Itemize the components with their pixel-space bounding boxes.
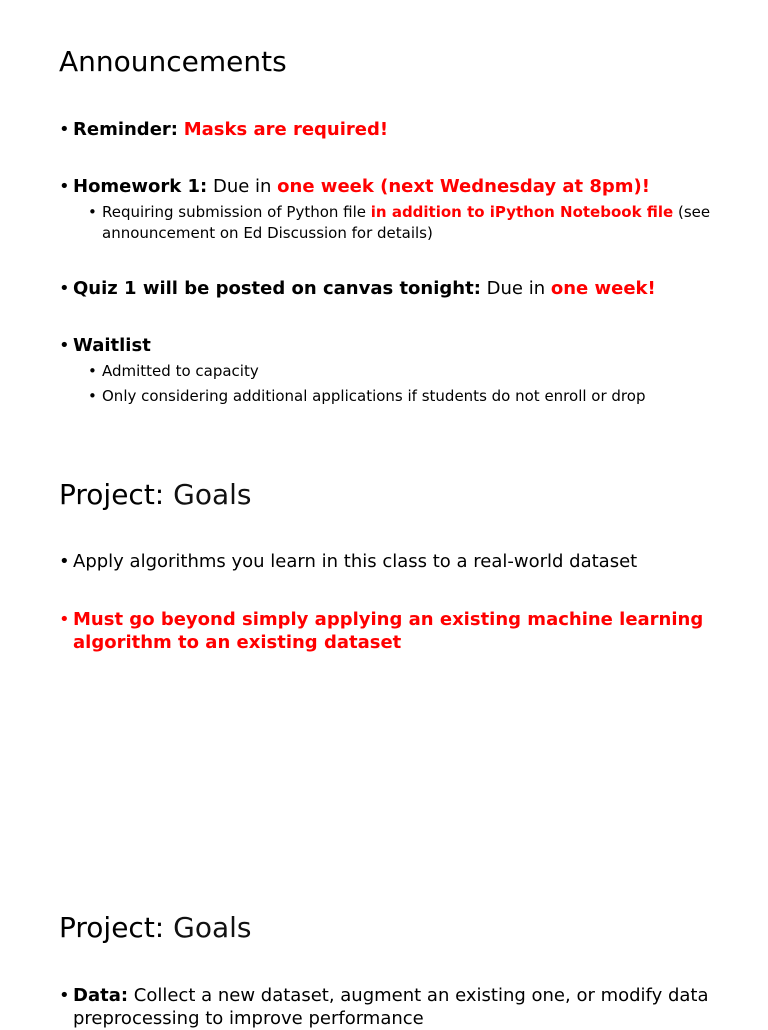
bullet-label: Homework 1:: [73, 176, 208, 197]
subbullet-text-end: (see: [673, 203, 711, 221]
title-light: Goals: [164, 911, 252, 944]
bullet-text: Due in: [480, 278, 551, 299]
title-bold: Project:: [59, 478, 165, 511]
subbullet-text: Admitted to capacity: [102, 362, 259, 380]
subbullet-text: Only considering additional applications if students do not enroll or drop: [102, 387, 646, 405]
page-title: [59, 911, 252, 944]
bullet-label: Waitlist: [73, 335, 151, 356]
bullet-highlight: one week (next Wednesday at 8pm)!: [277, 176, 650, 197]
bullet-text-line1: Must go beyond simply applying an existing machine learning: [73, 609, 704, 630]
title-text: Announcements: [59, 45, 287, 78]
bullet-dot: •: [59, 278, 70, 299]
bullet-label: Quiz 1 will be posted on canvas tonight:: [73, 278, 481, 299]
subbullet-dot: •: [88, 203, 97, 221]
bullet-label: Data:: [73, 985, 129, 1006]
bullet-dot: •: [59, 551, 70, 572]
bullet-highlight: one week!: [550, 278, 656, 299]
bullet-dot: •: [59, 985, 70, 1006]
bullet-text: Due in: [207, 176, 278, 197]
bullet-text: Collect a new dataset, augment an existing one, or modify data: [128, 985, 709, 1006]
subbullet-dot: •: [88, 387, 97, 405]
bullet-label: Reminder:: [73, 119, 178, 140]
bullet-dot: •: [59, 609, 70, 630]
bullet-text-line2: preprocessing to improve performance: [73, 1008, 424, 1029]
subbullet-text: Requiring submission of Python file: [102, 203, 371, 221]
subbullet-text-line2: announcement on Ed Discussion for details): [102, 224, 433, 242]
bullet-dot: •: [59, 176, 70, 197]
bullet-dot: •: [59, 119, 70, 140]
title-bold: Project:: [59, 911, 165, 944]
bullet-highlight: Masks are required!: [183, 119, 389, 140]
bullet-text: Apply algorithms you learn in this class to a real-world dataset: [73, 551, 638, 572]
title-light: Goals: [164, 478, 252, 511]
bullet-text-line2: algorithm to an existing dataset: [73, 632, 402, 653]
subbullet-highlight: in addition to iPython Notebook file: [370, 203, 674, 221]
subbullet-dot: •: [88, 362, 97, 380]
bullet-dot: •: [59, 335, 70, 356]
